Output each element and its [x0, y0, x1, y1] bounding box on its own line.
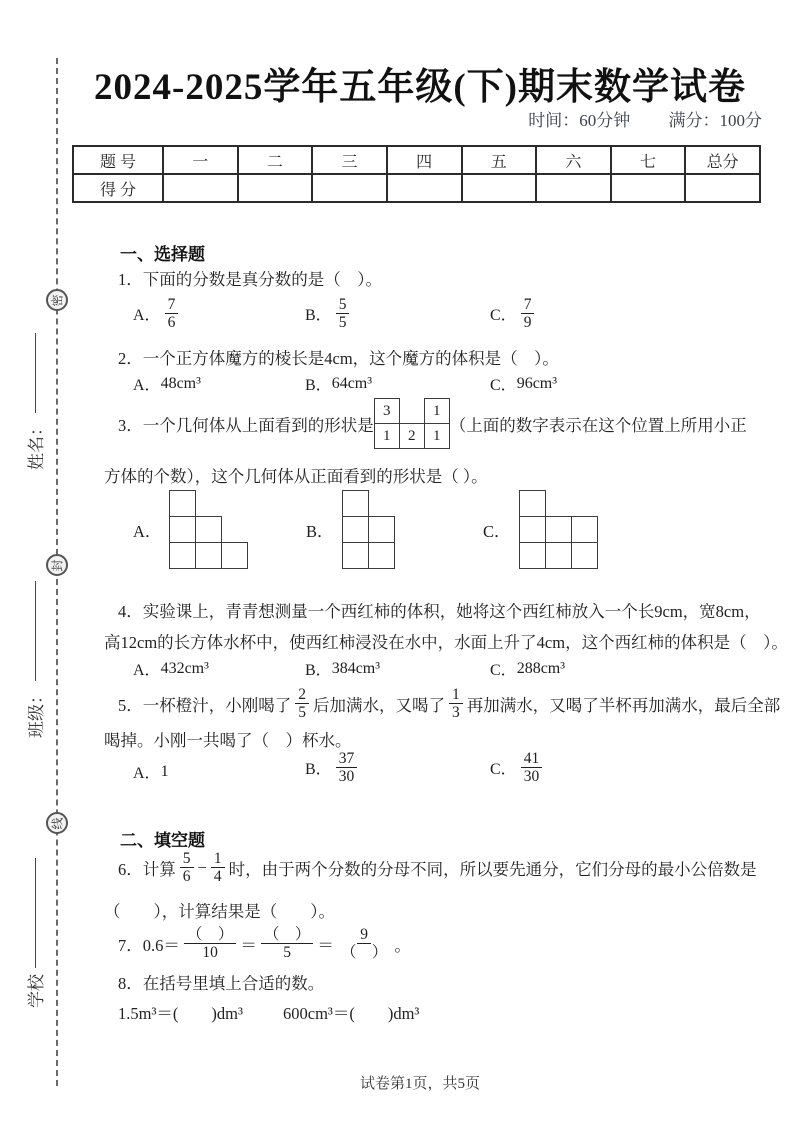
q1-option-c — [490, 296, 538, 332]
fraction — [261, 926, 314, 962]
fraction-numerator: 9 — [357, 926, 371, 944]
question-7-line — [118, 926, 411, 962]
q3-shape-option-a — [133, 490, 248, 569]
q1-option-b-label: B． — [305, 307, 332, 325]
q5-option-a — [133, 760, 169, 783]
student-class-label: 班级： — [27, 687, 46, 738]
score-table-cell-4: 四 — [387, 146, 462, 174]
fraction-denominator: 6 — [167, 314, 176, 332]
question-7-stem-part1: 0.6＝ — [142, 935, 180, 955]
fraction-denominator: 5 — [298, 704, 306, 722]
question-7-number: 7． — [118, 935, 143, 955]
fraction-numerator: 5 — [336, 296, 350, 314]
score-table-blank-cell — [536, 174, 611, 202]
fraction-numerator: 7 — [165, 296, 179, 314]
seal-stamp-xian — [46, 812, 68, 834]
q2-option-c-label: C． — [490, 377, 517, 394]
fraction — [211, 850, 225, 886]
shape-grid-a — [169, 490, 248, 569]
seal-stamp-feng-char: 封 — [50, 558, 65, 572]
student-school-blank-line — [34, 858, 36, 968]
section-1-heading: 一、选择题 — [120, 245, 205, 264]
fraction-denominator: 30 — [338, 768, 355, 786]
fraction-numerator: 7 — [521, 296, 535, 314]
seal-stamp-mi-char: 密 — [50, 293, 65, 307]
fraction-numerator: 1 — [211, 850, 225, 868]
q3-option-c-label: C． — [483, 521, 511, 541]
top-view-number-grid: 3 1 1 2 1 — [374, 398, 450, 449]
score-table-score-row — [73, 174, 760, 202]
shape-grid-c — [519, 490, 598, 569]
question-1-stem: 下面的分数是真分数的是（ ）。 — [142, 270, 382, 289]
question-4-line2: 高12cm的长方体水杯中，使西红柿浸没在水中，水面上升了4cm，这个西红柿的体积是（ ）。 — [104, 633, 788, 652]
q5-option-c — [490, 750, 546, 786]
question-5-stem-part1: 一杯橙汁，小刚喝了 — [142, 695, 292, 715]
shape-grid-b — [342, 490, 395, 569]
paper-title: 2024-2025学年五年级(下)期末数学试卷 — [94, 67, 746, 108]
fraction — [521, 750, 543, 786]
q1-option-a — [133, 296, 182, 332]
question-1-text — [118, 266, 382, 290]
score-table-blank-cell — [462, 174, 537, 202]
fraction — [336, 750, 358, 786]
fraction-numerator: （ ） — [261, 926, 314, 944]
score-table-cell-3: 三 — [312, 146, 387, 174]
q2-option-a-label: A． — [133, 377, 161, 394]
full-score: 满分：100分 — [668, 111, 762, 130]
fraction-denominator: 30 — [523, 768, 540, 786]
fraction-denominator: 3 — [452, 704, 460, 722]
question-3-line2: 方体的个数），这个几何体从正面看到的形状是（ ）。 — [104, 467, 488, 486]
fraction-numerator: 2 — [295, 686, 309, 704]
fraction — [165, 296, 179, 332]
question-6-number: 6． — [118, 859, 143, 879]
q4-option-b-value: 384cm³ — [331, 659, 381, 677]
question-6-stem-part1: 计算 — [142, 859, 176, 879]
fraction-numerator: 37 — [336, 750, 358, 768]
question-3-number: 3． — [118, 415, 143, 435]
q2-option-b — [305, 372, 372, 395]
fraction — [449, 686, 463, 722]
question-1-number: 1． — [118, 270, 143, 289]
question-5-line2: 喝掉。小刚一共喝了（ ）杯水。 — [104, 731, 352, 750]
question-4-options — [0, 657, 793, 681]
score-table-cell-tihao: 题 号 — [73, 146, 163, 174]
q2-option-c-value: 96cm³ — [516, 374, 558, 392]
time-limit: 时间：60分钟 — [528, 111, 631, 130]
q4-option-a-label: A． — [133, 662, 161, 679]
question-6-stem-part2: 时，由于两个分数的分母不同，所以要先通分，它们分母的最小公倍数是 — [228, 859, 757, 879]
seal-stamp-xian-char: 线 — [50, 816, 65, 830]
q1-option-a-label: A． — [133, 307, 161, 325]
fraction-denominator: 6 — [182, 868, 191, 886]
score-table-header-row — [73, 146, 760, 174]
section-2-heading: 二、填空题 — [120, 831, 205, 850]
q1-option-b — [305, 296, 353, 332]
fraction-denominator: 5 — [283, 944, 292, 962]
question-8-number: 8． — [118, 974, 143, 993]
question-8-blank-2: 600cm³＝( )dm³ — [283, 1004, 420, 1023]
question-8-stem: 在括号里填上合适的数。 — [142, 974, 325, 993]
score-table-cell-5: 五 — [462, 146, 537, 174]
q5-option-a-label: A． — [133, 765, 161, 782]
q3-option-b-label: B． — [306, 521, 334, 541]
q3-shape-option-b — [306, 490, 395, 569]
score-table-blank-cell — [238, 174, 313, 202]
q3-shape-option-c — [483, 490, 598, 569]
score-table-blank-cell — [387, 174, 462, 202]
score-table-blank-cell — [163, 174, 238, 202]
score-table-cell-defen: 得 分 — [73, 174, 163, 202]
fraction — [521, 296, 535, 332]
q4-option-b-label: B． — [305, 662, 332, 679]
q2-option-c — [490, 372, 557, 395]
question-6-line2: （ ），计算结果是（ ）。 — [104, 902, 335, 921]
score-table-cell-total: 总分 — [685, 146, 760, 174]
equals-sign: ＝ — [317, 935, 334, 955]
fraction — [295, 686, 309, 722]
question-3-stem-before: 一个几何体从上面看到的形状是 — [142, 415, 374, 435]
q4-option-a-value: 432cm³ — [160, 659, 209, 677]
q2-option-a-value: 48cm³ — [160, 374, 201, 392]
fraction-numerator: 1 — [449, 686, 463, 704]
fraction-numerator: （ ） — [184, 926, 237, 944]
score-table-cell-1: 一 — [163, 146, 238, 174]
question-4-stem-line1: 实验课上，青青想测量一个西红柿的体积，她将这个西红柿放入一个长9cm，宽8cm， — [142, 602, 761, 621]
fraction-denominator: 9 — [523, 314, 532, 332]
score-table — [72, 145, 761, 203]
q5-option-a-value: 1 — [160, 762, 169, 780]
student-name-label: 姓名： — [27, 419, 46, 470]
question-4-line1 — [118, 598, 761, 622]
page-footer: 试卷第1页，共5页 — [359, 1076, 480, 1092]
student-name-field — [22, 333, 47, 470]
question-5-line1 — [118, 686, 780, 722]
q4-option-c — [490, 657, 565, 680]
q2-option-a — [133, 372, 201, 395]
student-school-field — [22, 858, 47, 1008]
q5-option-c-label: C． — [490, 761, 517, 779]
question-2-text — [118, 345, 559, 369]
q4-option-b — [305, 657, 380, 680]
score-table-blank-cell — [611, 174, 686, 202]
fraction-denominator: 5 — [338, 314, 347, 332]
q5-option-b-label: B． — [305, 761, 332, 779]
fraction — [336, 296, 350, 332]
score-table-blank-cell — [685, 174, 760, 202]
score-table-cell-7: 七 — [611, 146, 686, 174]
student-school-label: 学校 — [27, 974, 46, 1008]
fraction-denominator: （ ） — [340, 944, 388, 962]
q1-option-c-label: C． — [490, 307, 517, 325]
question-3-line1 — [118, 398, 747, 449]
question-8-blank-1: 1.5m³＝( )dm³ — [118, 1004, 243, 1023]
question-4-number: 4． — [118, 602, 143, 621]
fraction — [180, 850, 194, 886]
minus-sign: − — [197, 857, 207, 877]
question-1-options — [0, 293, 793, 338]
fraction — [338, 926, 391, 962]
q4-option-c-label: C． — [490, 662, 517, 679]
question-3-stem-after: （上面的数字表示在这个位置上所用小正 — [449, 415, 747, 435]
question-5-number: 5． — [118, 695, 143, 715]
fraction — [184, 926, 237, 962]
question-5-options — [0, 750, 793, 794]
fraction-denominator: 4 — [213, 868, 222, 886]
score-table-blank-cell — [312, 174, 387, 202]
question-2-stem: 一个正方体魔方的棱长是4cm，这个魔方的体积是（ ）。 — [142, 349, 559, 368]
equals-sign: ＝ — [240, 935, 257, 955]
question-2-number: 2． — [118, 349, 143, 368]
paper-meta — [80, 106, 762, 131]
fraction-numerator: 41 — [521, 750, 543, 768]
question-2-options — [0, 372, 793, 396]
score-table-cell-6: 六 — [536, 146, 611, 174]
question-5-stem-part2: 后加满水，又喝了 — [313, 695, 445, 715]
q3-option-a-label: A． — [133, 521, 162, 541]
q2-option-b-label: B． — [305, 377, 332, 394]
q4-option-a — [133, 657, 209, 680]
question-7-stem-end: 。 — [394, 935, 411, 955]
question-8-line1 — [118, 970, 324, 994]
question-5-stem-part3: 再加满水，又喝了半杯再加满水，最后全部 — [466, 695, 781, 715]
question-3-shape-options — [0, 490, 793, 574]
fraction-numerator: 5 — [180, 850, 194, 868]
score-table-cell-2: 二 — [238, 146, 313, 174]
fraction-denominator: 10 — [202, 944, 218, 962]
q4-option-c-value: 288cm³ — [516, 659, 566, 677]
q5-option-b — [305, 750, 361, 786]
q2-option-b-value: 64cm³ — [331, 374, 373, 392]
question-6-line1 — [118, 850, 757, 886]
